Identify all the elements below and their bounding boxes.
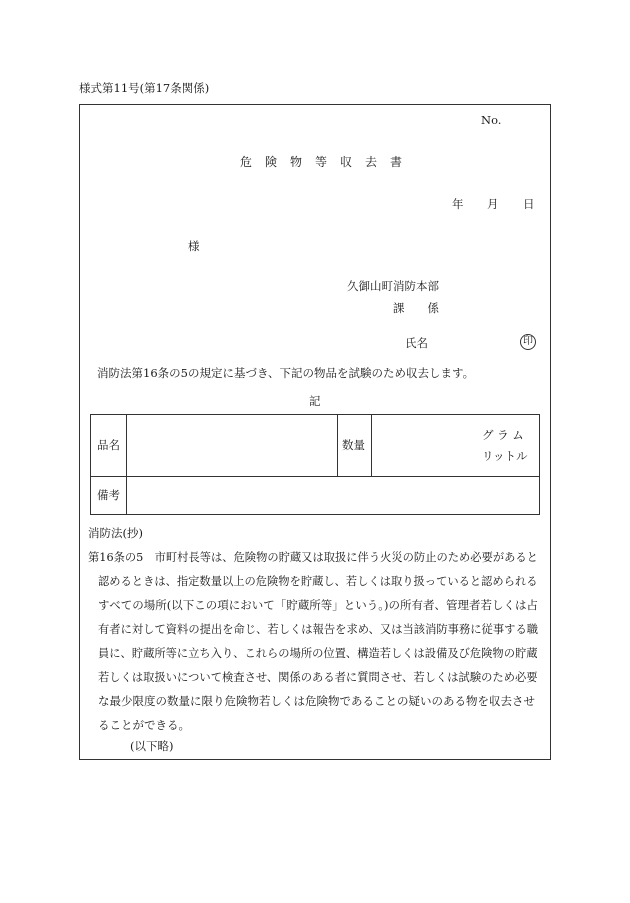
table-divider	[337, 415, 338, 476]
issuer-organization: 久御山町消防本部	[347, 279, 439, 293]
quantity-label: 数量	[342, 438, 365, 452]
document-title: 危険物等収去書	[240, 155, 416, 169]
issuer-section: 課 係	[393, 301, 439, 315]
addressee-suffix: 様	[188, 239, 200, 253]
items-table	[90, 414, 540, 515]
document-number-label: No.	[481, 113, 502, 127]
unit-gram-label: グ ラ ム	[482, 428, 524, 442]
table-divider	[126, 415, 127, 514]
law-article-line: 員に、貯蔵所等に立ち入り、これらの場所の位置、構造若しくは設備及び危険物の貯蔵	[98, 646, 538, 660]
date-month-label: 月	[487, 197, 499, 211]
date-year-label: 年	[452, 197, 464, 211]
law-article-line: 有者に対して資料の提出を命じ、若しくは報告を求め、又は当該消防事務に従事する職	[98, 622, 539, 636]
law-article-line: ることができる。	[98, 718, 190, 732]
law-article-line: な最少限度の数量に限り危険物若しくは危険物であることの疑いのある物を収去させ	[98, 694, 535, 708]
statement-text: 消防法第16条の5の規定に基づき、下記の物品を試験のため収去します。	[97, 366, 475, 380]
table-divider	[91, 476, 539, 477]
table-divider	[371, 415, 372, 476]
law-article-line: 若しくは取扱いについて検査させ、関係のある者に質問させ、若しくは試験のため必要	[98, 670, 538, 684]
form-number: 様式第11号(第17条関係)	[79, 81, 210, 95]
note-heading: 記	[309, 394, 321, 408]
remarks-label: 備考	[97, 488, 120, 502]
item-name-label: 品名	[97, 438, 120, 452]
issuer-name-label: 氏名	[405, 336, 428, 350]
law-omitted-note: (以下略)	[130, 739, 174, 753]
law-article-line: 第16条の5 市町村長等は、危険物の貯蔵又は取扱に伴う火災の防止のため必要があると	[88, 550, 538, 564]
law-article-line: すべての場所(以下この項において「貯蔵所等」という。)の所有者、管理者若しくは占	[98, 598, 538, 612]
law-article-line: 認めるときは、指定数量以上の危険物を貯蔵し、若しくは取り扱っていると認められる	[98, 574, 538, 588]
seal-mark: 印	[520, 334, 536, 350]
law-heading: 消防法(抄)	[88, 526, 143, 540]
date-day-label: 日	[523, 197, 535, 211]
unit-liter-label: リットル	[482, 449, 528, 463]
